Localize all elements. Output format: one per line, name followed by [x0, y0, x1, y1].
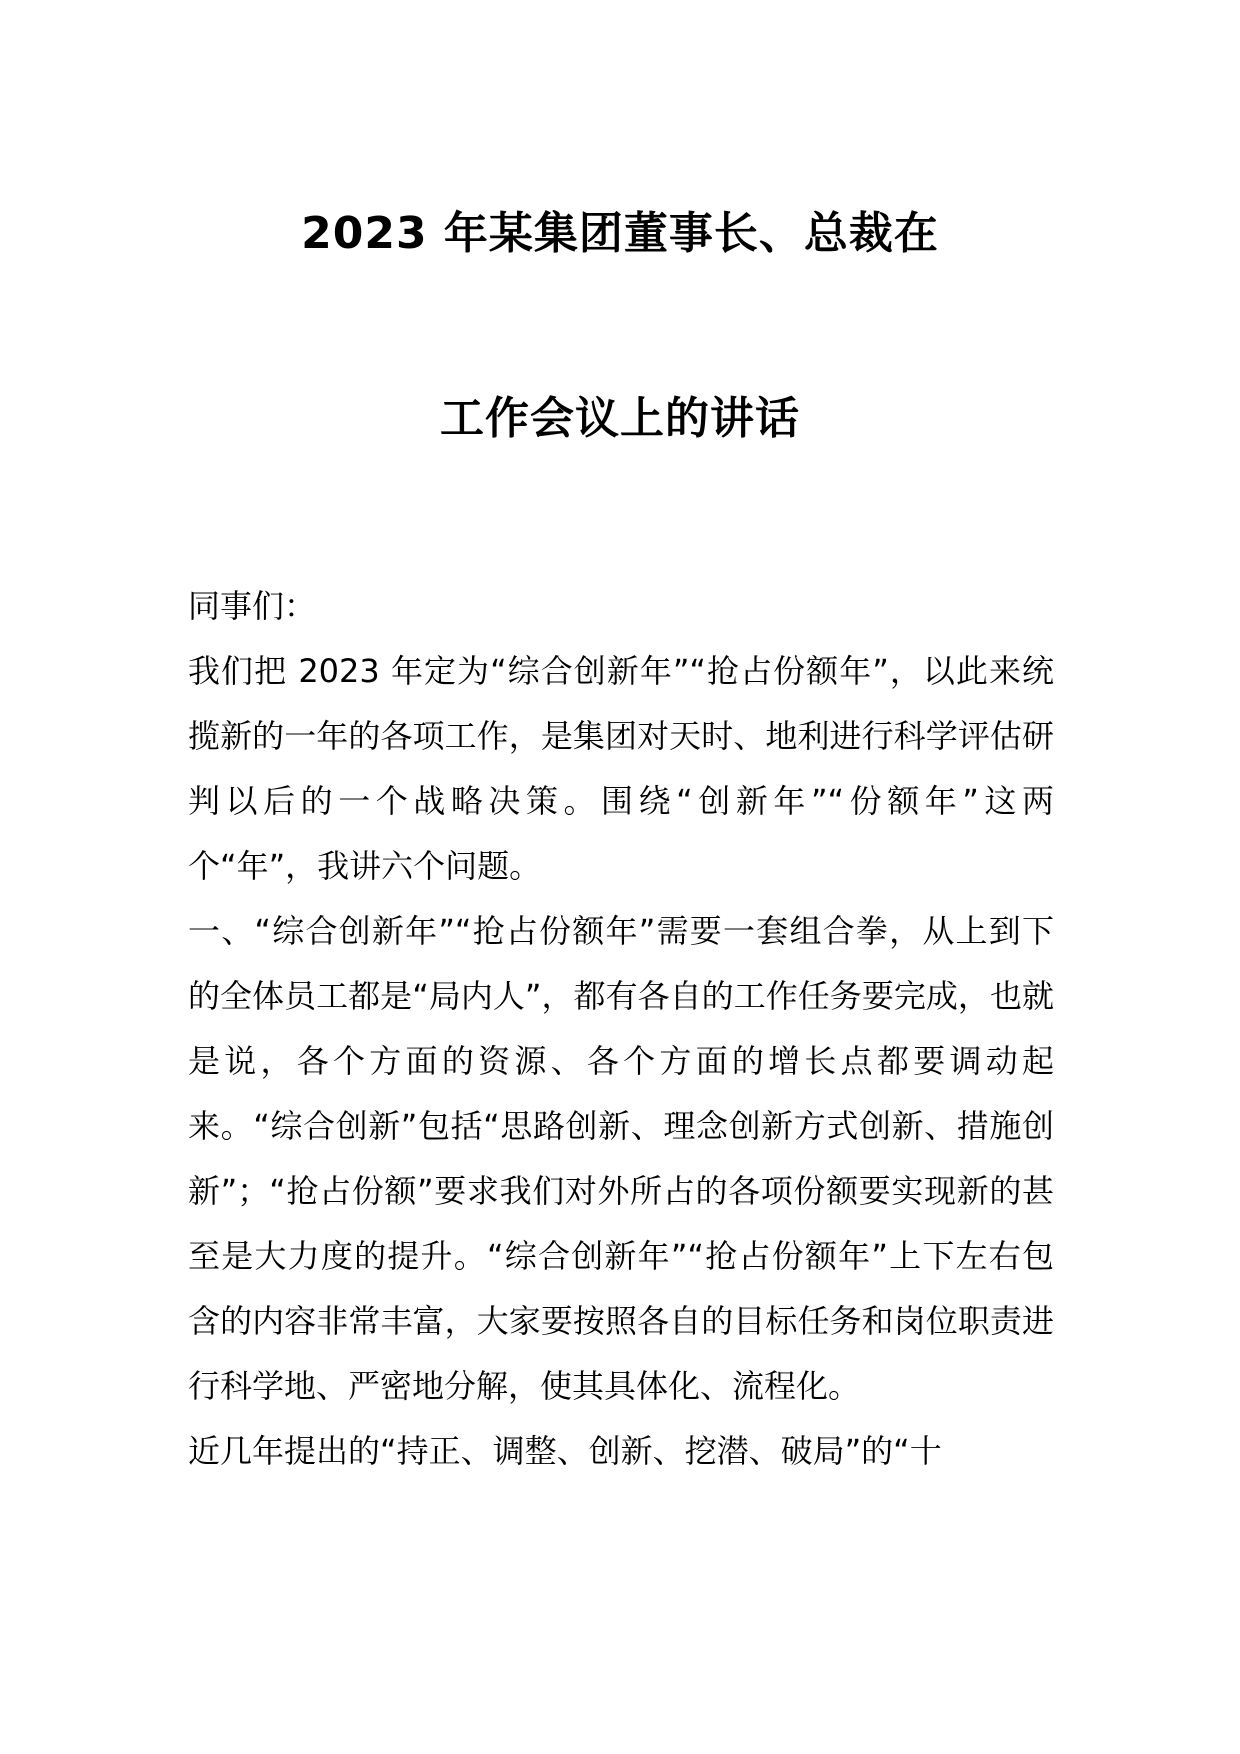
- document-title-line-1: 2023 年某集团董事长、总裁在: [301, 208, 939, 259]
- paragraph-intro: 我们把 2023 年定为“综合创新年”“抢占份额年”，以此来统揽新的一年的各项工作，是集团对天时、地利进行科学评估研判以后的一个战略决策。围绕“创新年”“份额年”这两个“年”，我讲六个问题。: [188, 652, 1054, 885]
- paragraph-section-one: 一、“综合创新年”“抢占份额年”需要一套组合拳，从上到下的全体员工都是“局内人”，都有各自的工作任务要完成，也就是说，各个方面的资源、各个方面的增长点都要调动起来。“综合创新”包括“思路创新、理念创新方式创新、措施创新”；“抢占份额”要求我们对外所占的各项份额要实现新的甚至是大力度的提升。“综合创新年”“抢占份额年”上下左右包含的内容非常丰富，大家要按照各自的目标任务和岗位职责进行科学地、严密地分解，使其具体化、流程化。: [188, 912, 1054, 1405]
- paragraph-recent-years: 近几年提出的“持正、调整、创新、挖潜、破局”的“十: [188, 1432, 942, 1470]
- document-body: [188, 574, 1054, 1484]
- document-title-line-2: 工作会议上的讲话: [440, 393, 800, 444]
- salutation: 同事们：: [188, 587, 317, 625]
